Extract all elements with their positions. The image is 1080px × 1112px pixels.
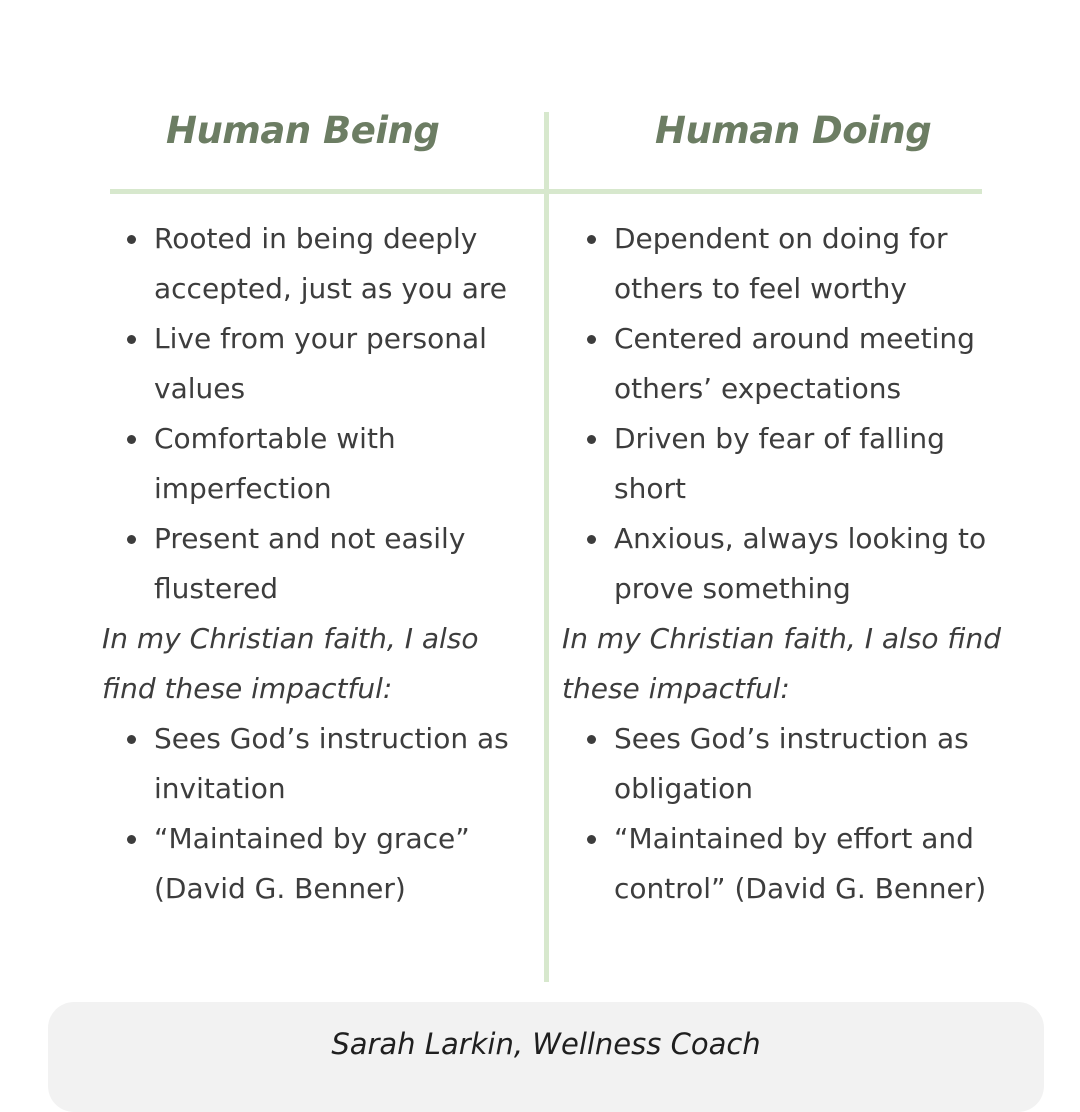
list-item: “Maintained by grace” (David G. Benner) (102, 814, 538, 914)
list-item: Present and not easily flustered (102, 514, 538, 614)
list-item: Driven by fear of falling short (562, 414, 1002, 514)
footer-credit: Sarah Larkin, Wellness Coach (331, 1027, 761, 1061)
list-item: Dependent on doing for others to feel worthy (562, 214, 1002, 314)
footer-card (48, 1002, 1044, 1112)
bullet-list (562, 214, 1002, 614)
column-human-doing (562, 214, 1002, 914)
column-human-being (102, 214, 538, 914)
bullet-list (102, 214, 538, 614)
list-item: “Maintained by effort and control” (David G. Benner) (562, 814, 1002, 914)
faith-bullet-list (562, 714, 1002, 914)
heading-human-being: Human Being (166, 109, 440, 152)
list-item: Sees God’s instruction as invitation (102, 714, 538, 814)
faith-bullet-list (102, 714, 538, 914)
list-item: Comfortable with imperfection (102, 414, 538, 514)
faith-note: In my Christian faith, I also find these impactful: (562, 622, 1002, 705)
vertical-divider (544, 112, 549, 982)
list-item: Live from your personal values (102, 314, 538, 414)
list-item: Anxious, always looking to prove something (562, 514, 1002, 614)
list-item: Rooted in being deeply accepted, just as you are (102, 214, 538, 314)
list-item: Centered around meeting others’ expectations (562, 314, 1002, 414)
heading-human-doing: Human Doing (655, 109, 932, 152)
list-item: Sees God’s instruction as obligation (562, 714, 1002, 814)
faith-note: In my Christian faith, I also find these impactful: (102, 622, 479, 705)
